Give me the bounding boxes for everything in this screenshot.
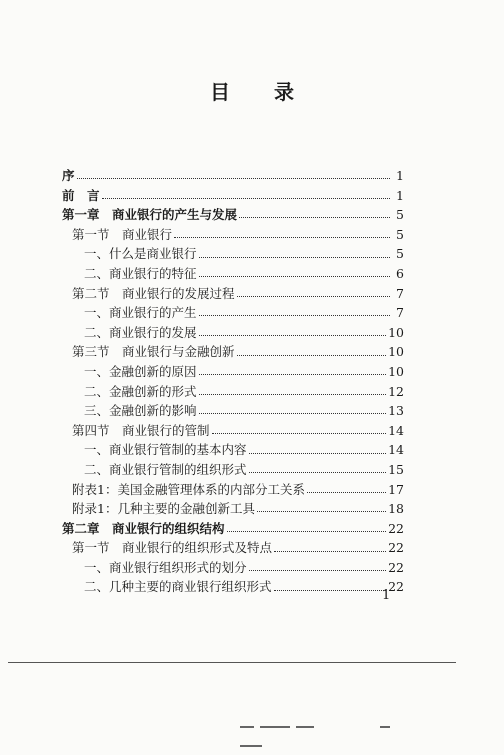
toc-leader-dots bbox=[199, 374, 387, 375]
toc-entry-page: 17 bbox=[388, 481, 404, 497]
toc-entry-label: 第二节 商业银行的发展过程 bbox=[72, 285, 235, 301]
toc-entry-label: 一、商业银行组织形式的划分 bbox=[84, 559, 247, 575]
toc-leader-dots bbox=[274, 590, 387, 591]
toc-entry bbox=[62, 342, 404, 362]
toc-entry-page: 15 bbox=[388, 461, 404, 477]
toc-leader-dots bbox=[212, 433, 387, 434]
toc-entry bbox=[62, 323, 404, 343]
toc-entry bbox=[62, 166, 404, 186]
bottom-rule bbox=[8, 662, 456, 663]
toc-entry bbox=[62, 421, 404, 441]
toc-entry-label: 一、商业银行的产生 bbox=[84, 305, 197, 321]
toc-leader-dots bbox=[249, 570, 387, 571]
toc-entry-label: 二、金融创新的形式 bbox=[84, 383, 197, 399]
toc-entry bbox=[62, 460, 404, 480]
toc-entry-page: 7 bbox=[396, 285, 404, 301]
toc-entry-page: 22 bbox=[388, 540, 404, 556]
toc-entry-page: 14 bbox=[388, 422, 404, 438]
toc-entry bbox=[62, 558, 404, 578]
toc-entry bbox=[62, 519, 404, 539]
toc-entry-label: 一、商业银行管制的基本内容 bbox=[84, 442, 247, 458]
toc-entry bbox=[62, 538, 404, 558]
toc-entry-page: 5 bbox=[396, 246, 404, 262]
page-title bbox=[0, 76, 504, 105]
toc-entry-page: 10 bbox=[388, 363, 404, 379]
toc-leader-dots bbox=[307, 492, 386, 493]
toc-entry bbox=[62, 205, 404, 225]
toc-leader-dots bbox=[199, 335, 387, 336]
toc-leader-dots bbox=[199, 394, 387, 395]
toc-entry-label: 附表1：美国金融管理体系的内部分工关系 bbox=[72, 481, 305, 497]
toc-entry-page: 1 bbox=[396, 187, 404, 203]
toc-leader-dots bbox=[274, 551, 386, 552]
toc-entry-page: 5 bbox=[396, 226, 404, 242]
toc-entry-page: 22 bbox=[388, 579, 404, 595]
toc-entry bbox=[62, 499, 404, 519]
toc-entry-label: 第四节 商业银行的管制 bbox=[72, 422, 210, 438]
toc-leader-dots bbox=[199, 276, 390, 277]
toc-entry-label: 第一节 商业银行 bbox=[72, 226, 173, 242]
toc-leader-dots bbox=[199, 413, 387, 414]
toc-entry-page: 10 bbox=[388, 324, 404, 340]
toc-entry bbox=[62, 440, 404, 460]
toc-entry bbox=[62, 382, 404, 402]
toc-entry-label: 二、几种主要的商业银行组织形式 bbox=[84, 579, 272, 595]
toc-entry-page: 22 bbox=[388, 520, 404, 536]
page-number: 1 bbox=[382, 588, 391, 603]
toc-entry-label: 前 言 bbox=[62, 187, 100, 203]
toc-entry-label: 第二章 商业银行的组织结构 bbox=[62, 520, 225, 536]
toc-entry bbox=[62, 264, 404, 284]
toc-entry bbox=[62, 284, 404, 304]
toc-entry-page: 7 bbox=[396, 305, 404, 321]
toc-leader-dots bbox=[102, 198, 390, 199]
toc-entry-label: 序 bbox=[62, 168, 75, 183]
toc-entry-page: 6 bbox=[396, 265, 404, 281]
toc-entry-label: 二、商业银行的特征 bbox=[84, 265, 197, 281]
toc-leader-dots bbox=[249, 453, 387, 454]
scan-specks bbox=[240, 716, 420, 720]
toc-entry-page: 14 bbox=[388, 442, 404, 458]
title-char-2: 录 bbox=[274, 80, 294, 104]
table-of-contents bbox=[62, 166, 404, 597]
toc-entry-label: 二、商业银行的发展 bbox=[84, 324, 197, 340]
toc-leader-dots bbox=[237, 355, 387, 356]
toc-leader-dots bbox=[227, 531, 387, 532]
toc-leader-dots bbox=[239, 217, 390, 218]
toc-leader-dots bbox=[249, 472, 387, 473]
toc-entry-label: 第一节 商业银行的组织形式及特点 bbox=[72, 540, 273, 556]
toc-entry-label: 第一章 商业银行的产生与发展 bbox=[62, 207, 238, 223]
toc-entry bbox=[62, 225, 404, 245]
toc-entry-page: 13 bbox=[388, 403, 404, 419]
toc-entry-page: 18 bbox=[388, 501, 404, 517]
toc-entry-page: 1 bbox=[396, 168, 404, 183]
toc-leader-dots bbox=[199, 315, 390, 316]
toc-leader-dots bbox=[174, 237, 390, 238]
toc-entry bbox=[62, 577, 404, 597]
toc-entry-label: 三、金融创新的影响 bbox=[84, 403, 197, 419]
toc-leader-dots bbox=[199, 257, 390, 258]
toc-entry-label: 一、什么是商业银行 bbox=[84, 246, 197, 262]
toc-entry-page: 10 bbox=[388, 344, 404, 360]
toc-entry bbox=[62, 186, 404, 206]
toc-entry bbox=[62, 401, 404, 421]
toc-entry-label: 二、商业银行管制的组织形式 bbox=[84, 461, 247, 477]
toc-entry bbox=[62, 362, 404, 382]
title-char-1: 目 bbox=[210, 80, 230, 104]
toc-entry-label: 第三节 商业银行与金融创新 bbox=[72, 344, 235, 360]
toc-entry bbox=[62, 244, 404, 264]
toc-entry-label: 附录1：几种主要的金融创新工具 bbox=[72, 501, 255, 517]
toc-entry-page: 12 bbox=[388, 383, 404, 399]
toc-leader-dots bbox=[257, 511, 386, 512]
toc-entry-page: 22 bbox=[388, 559, 404, 575]
toc-entry bbox=[62, 303, 404, 323]
toc-entry-page: 5 bbox=[396, 207, 404, 223]
toc-entry bbox=[62, 480, 404, 500]
toc-entry-label: 一、金融创新的原因 bbox=[84, 363, 197, 379]
toc-leader-dots bbox=[77, 178, 390, 179]
toc-leader-dots bbox=[237, 296, 390, 297]
